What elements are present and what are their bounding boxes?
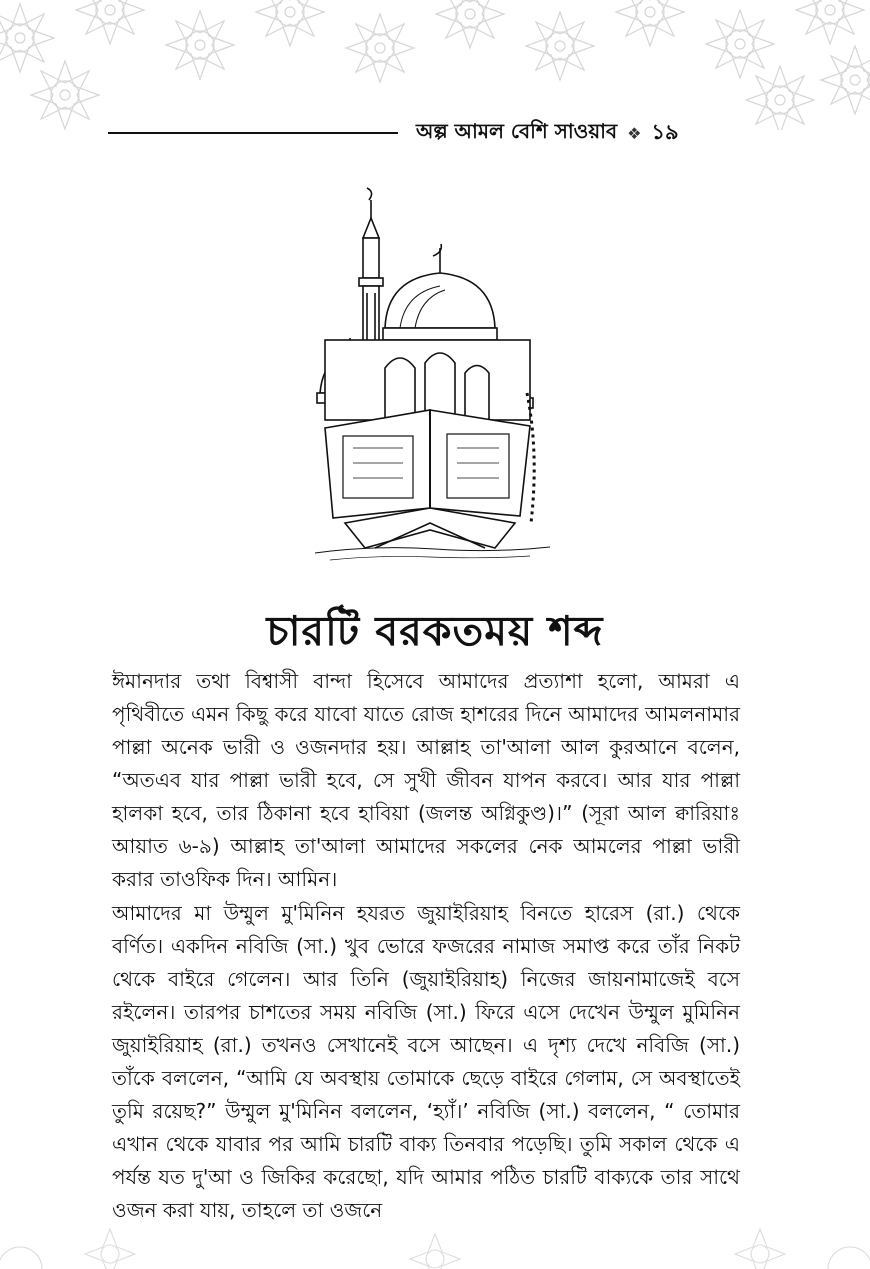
chapter-title: চারটি বরকতময় শব্দ xyxy=(266,607,604,655)
mosque-quran-illustration-icon xyxy=(305,178,555,573)
body-paragraph: ঈমানদার তথা বিশ্বাসী বান্দা হিসেবে আমাদের প্রত্যাশা হলো, আমরা এ পৃথিবীতে এমন কিছু করে যাবো যাতে রোজ হাশরের দিনে আমাদের আমলনামার পাল্লা অনেক ভারী ও ওজনদার হয়। আল্লাহ তা'আলা আল কুরআনে বলেন, “অতএব যার পাল্লা ভারী হবে, সে সুখী জীবন যাপন করবে। আর যার পাল্লা হালকা হবে, তার ঠিকানা হবে হাবিয়া (জলন্ত অগ্নিকুণ্ড)।” (সূরা আল ক্বারিয়াঃ আয়াত ৬-৯) আল্লাহ তা'আলা আমাদের সকলের নেক আমলের পাল্লা ভারী করার তাওফিক দিন। আমিন। xyxy=(112,669,740,891)
decorative-pattern-top xyxy=(0,0,870,130)
page-number: ১৯ xyxy=(651,119,679,144)
decorative-pattern-bottom xyxy=(0,1209,870,1269)
body-paragraph: আমাদের মা উম্মুল মু'মিনিন হযরত জুয়াইরিয়াহ বিনতে হারেস (রা.) থেকে বর্ণিত। একদিন নবিজি (সা.) খুব ভোরে ফজরের নামাজ সমাপ্ত করে তাঁর নিকট থেকে বাইরে গেলেন। আর তিনি (জুয়াইরিয়াহ) নিজের জায়নামাজেই বসে রইলেন। তারপর চাশতের সময় নবিজি (সা.) ফিরে এসে দেখেন উম্মুল মুমিনিন জুয়াইরিয়াহ (রা.) তখনও সেখানেই বসে আছেন। এ দৃশ্য দেখে নবিজি (সা.) তাঁকে বললেন, “আমি যে অবস্থায় তোমাকে ছেড়ে বাইরে গেলাম, সে অবস্থাতেই তুমি রয়েছ?” উম্মুল মু'মিনিন বললেন, ‘হ্যাঁ।’ নবিজি (সা.) বললেন, “ তোমার এখান থেকে যাবার পর আমি চারটি বাক্য তিনবার পড়েছি। তুমি সকাল থেকে এ পর্যন্ত যত দু'আ ও জিকির করেছো, যদি আমার পঠিত চারটি বাক্যকে তার সাথে ওজন করা যায়, তাহলে তা ওজনে xyxy=(112,901,740,1222)
running-head xyxy=(108,118,728,148)
ornament-icon: ❖ xyxy=(627,123,642,143)
header-rule xyxy=(108,132,398,134)
book-title: অল্প আমল বেশি সাওয়াব xyxy=(416,118,618,143)
